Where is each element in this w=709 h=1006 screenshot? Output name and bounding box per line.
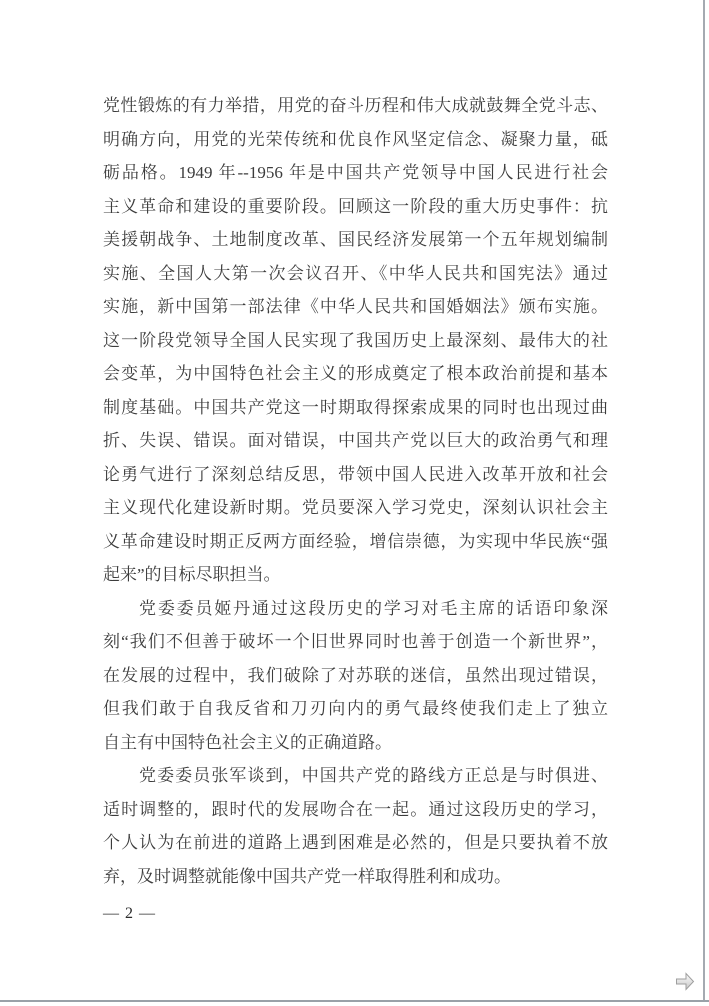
text-line: 制度基础。中国共产党这一时期取得探索成果的同时也出现过曲 <box>103 397 608 417</box>
text-line: 起来”的目标尽职担当。 <box>103 565 281 584</box>
text-line: 实施、全国人大第一次会议召开、《中华人民共和国宪法》通过 <box>103 263 608 283</box>
text-line: 美援朝战争、土地制度改革、国民经济发展第一个五年规划编制 <box>103 230 608 249</box>
text-line: 在发展的过程中，我们破除了对苏联的迷信，虽然出现过错误， <box>103 665 608 685</box>
page-bottom-border <box>0 1000 709 1002</box>
text-line: 刻“我们不但善于破坏一个旧世界同时也善于创造一个新世界”， <box>103 632 608 651</box>
text-line: 义革命建设时期正反两方面经验，增信崇德，为实现中华民族“强 <box>103 531 608 551</box>
text-line: 主义革命和建设的重要阶段。回顾这一阶段的重大历史事件：抗 <box>103 196 608 216</box>
text-line: 砺品格。1949 年--1956 年是中国共产党领导中国人民进行社会 <box>103 163 608 182</box>
text-line: 党性锻炼的有力举措，用党的奋斗历程和伟大成就鼓舞全党斗志、 <box>103 96 608 115</box>
text-line: 实施，新中国第一部法律《中华人民共和国婚姻法》颁布实施。 <box>103 297 608 316</box>
page-right-border <box>703 0 705 1001</box>
text-line: 折、失误、错误。面对错误，中国共产党以巨大的政治勇气和理 <box>103 431 608 450</box>
page-number: — 2 — <box>103 905 156 922</box>
text-line: 这一阶段党领导全国人民实现了我国历史上最深刻、最伟大的社 <box>103 330 608 350</box>
text-line: 论勇气进行了深刻总结反思，带领中国人民进入改革开放和社会 <box>103 464 608 484</box>
next-page-arrow-icon[interactable] <box>675 972 695 991</box>
text-line: 党委委员张军谈到，中国共产党的路线方正总是与时俱进、 <box>139 766 608 785</box>
text-line: 但我们敢于自我反省和刀刃向内的勇气最终使我们走上了独立 <box>103 699 608 718</box>
text-line: 明确方向，用党的光荣传统和优良作风坚定信念、凝聚力量，砥 <box>103 129 608 149</box>
text-line: 弃，及时调整就能像中国共产党一样取得胜利和成功。 <box>103 866 511 886</box>
text-line: 会变革，为中国特色社会主义的形成奠定了根本政治前提和基本 <box>103 364 608 383</box>
document-text <box>103 89 608 893</box>
text-line: 自主有中国特色社会主义的正确道路。 <box>103 732 392 752</box>
text-line: 个人认为在前进的道路上遇到困难是必然的，但是只要执着不放 <box>103 833 608 852</box>
text-line: 主义现代化建设新时期。党员要深入学习党史，深刻认识社会主 <box>103 498 608 517</box>
text-line: 党委委员姬丹通过这段历史的学习对毛主席的话语印象深 <box>139 598 608 618</box>
text-line: 适时调整的，跟时代的发展吻合在一起。通过这段历史的学习， <box>103 799 608 819</box>
